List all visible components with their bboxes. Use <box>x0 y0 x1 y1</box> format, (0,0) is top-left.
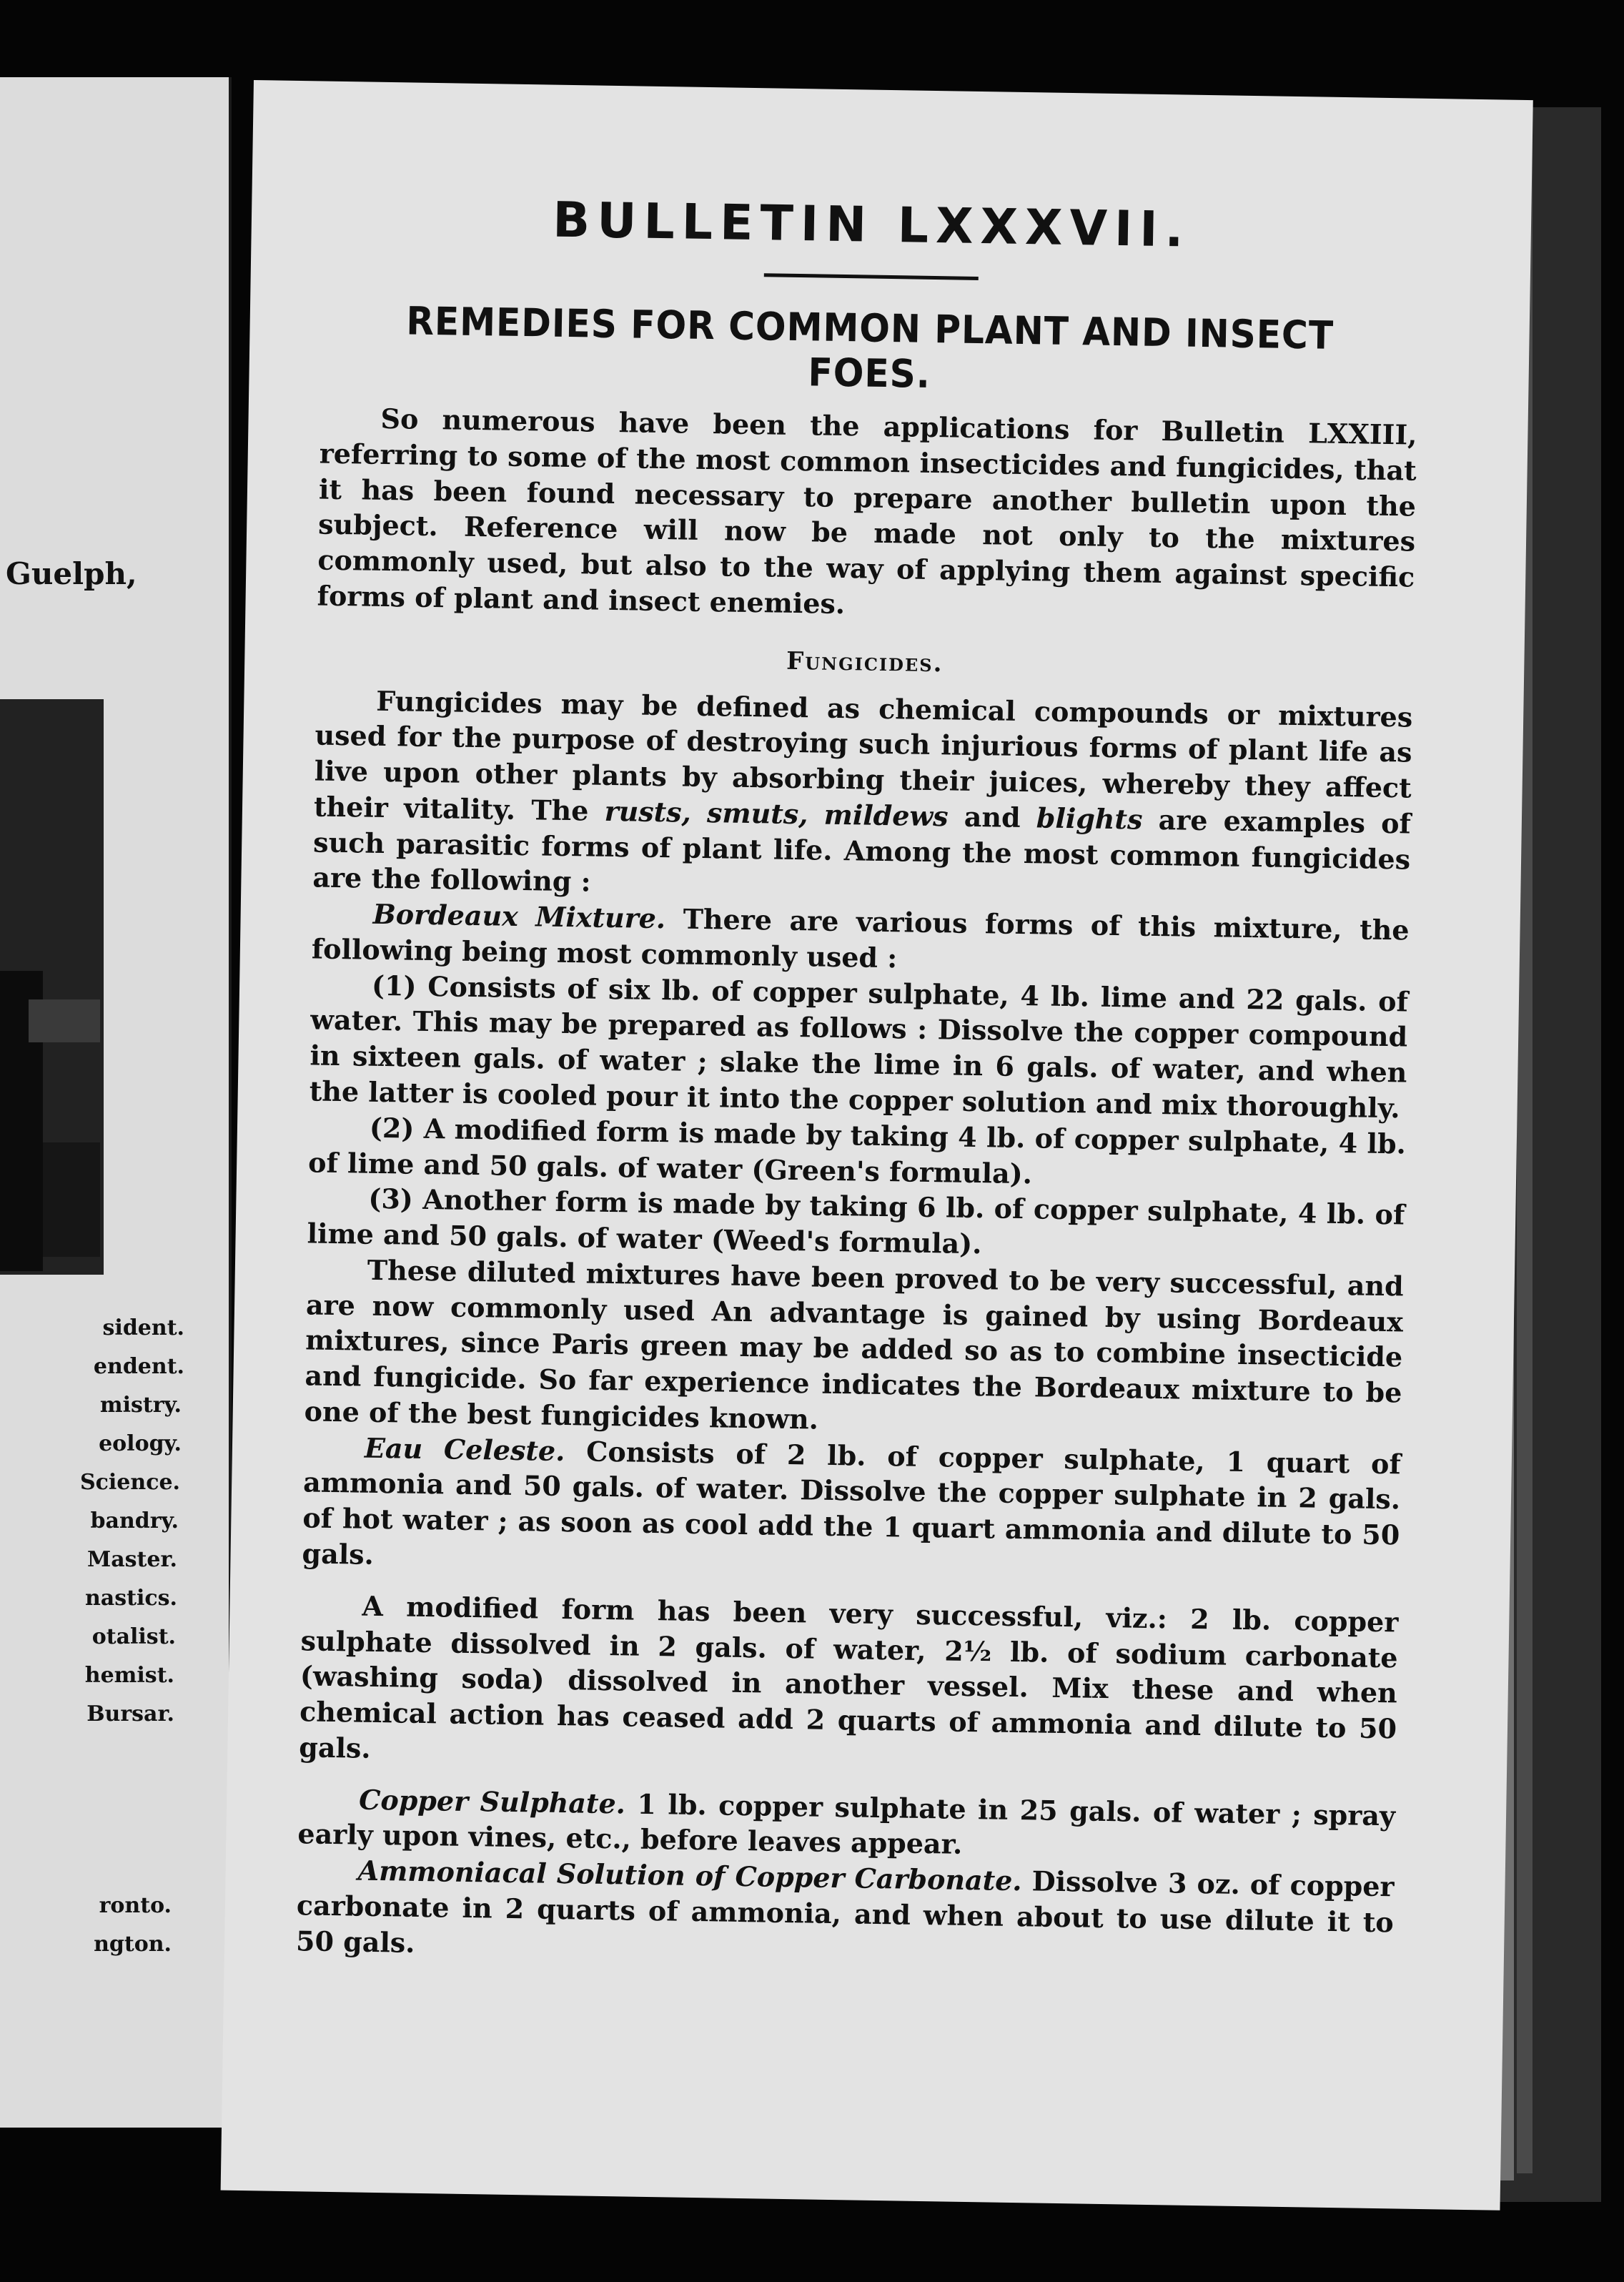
eau-celeste-label: Eau Celeste. <box>364 1431 565 1467</box>
facing-page-fragment: hemist. <box>84 1663 174 1688</box>
bulletin-subtitle: REMEDIES FOR COMMON PLANT AND INSECT FOES. <box>405 298 1335 397</box>
copper-sulphate-label: Copper Sulphate. <box>358 1783 626 1820</box>
formula-3: (3) Another form is made by taking 6 lb. of copper sulphate, 4 lb. of lime and 50 gals. of water (Weed's formula). <box>307 1182 1405 1260</box>
facing-page-fragment: endent. <box>93 1354 184 1379</box>
bordeaux-label: Bordeaux Mixture. <box>372 897 666 935</box>
ammoniacal-paragraph <box>296 1852 1395 1975</box>
modified-form-paragraph: A modified form has been very successful, viz.: 2 lb. copper sulphate dissolved in 2 gals. of water, 2½ lb. of sodium carbonate (washing soda) dissolved in another vessel. Mix these and when chemical action has ceased add 2 quarts of ammonia and dilute to 50 gals. <box>299 1589 1399 1764</box>
facing-page-fragment: bandry. <box>90 1508 179 1533</box>
fungicides-def-text-2: are examples of such parasitic forms of plant life. Among the most common fungicides are the following : <box>312 803 1412 898</box>
section-heading-fungicides: Fungicides. <box>786 646 944 678</box>
facing-page-fragment: ronto. <box>99 1893 172 1918</box>
fungicides-def-text: Fungicides may be defined as chemical compounds or mixtures used for the purpose of destroying such injurious forms of plant life as live upon other plants by absorbing their juices, whereby they affect their vitality. The <box>313 684 1413 827</box>
copper-sulphate-text: 1 lb. copper sulphate in 25 gals. of water ; spray early upon vines, etc., before leaves appear. <box>297 1787 1396 1861</box>
formula-1: (1) Consists of six lb. of copper sulphate, 4 lb. lime and 22 gals. of water. This may be prepared as follows : Dissolve the copper compound in sixteen gals. of water ; slake the lime in 6 gals. of water, and when the latter is cooled pour it into the copper solution and mix thoroughly. <box>309 969 1409 1125</box>
bulletin-content <box>296 189 1421 1976</box>
facing-page-fragment: Bursar. <box>86 1701 174 1727</box>
diluted-paragraph: These diluted mixtures have been proved to be very successful, and are now commonly used An advantage is gained by using Bordeaux mixtures, since Paris green may be added so as to combine insecticide and fungicide. So far experience indicates the Bordeaux mixture to be one of the best fungicides known. <box>304 1253 1405 1436</box>
facing-page-fragment: sident. <box>102 1315 184 1340</box>
bulletin-page <box>221 80 1533 2211</box>
fungicides-blights: blights <box>1036 801 1143 836</box>
ammoniacal-text: Dissolve 3 oz. of copper carbonate in 2 quarts of ammonia, and when about to use dilute it to 50 gals. <box>295 1864 1395 1959</box>
intro-paragraph: So numerous have been the applications for Bulletin LXXIII, referring to some of the most common insecticides and fungicides, that it has been found necessary to prepare another bulletin upon the subject. Reference will now be made not only to the mixtures commonly used, but also to the way of applying them against specific forms of plant and insect enemies. <box>317 402 1417 620</box>
facing-page <box>0 77 232 2128</box>
bordeaux-text: There are various forms of this mixture, the following being most commonly used : <box>311 902 1410 974</box>
fungicides-and: and <box>948 800 1037 834</box>
title-rule <box>763 273 978 280</box>
facing-page-fragment: otalist. <box>91 1624 176 1649</box>
fungicides-examples: rusts, smuts, mildews <box>604 794 949 833</box>
eau-celeste-text: Consists of 2 lb. of copper sulphate, 1 quart of ammonia and 50 gals. of water. Dissolve the copper sulphate in 2 gals. of hot water ; as soon as cool add the 1 quart ammonia and dilute to 50 gals. <box>302 1434 1402 1571</box>
facing-page-fragment: Science. <box>79 1470 180 1495</box>
fungicides-definition <box>312 682 1413 913</box>
formula-2: (2) A modified form is made by taking 4 lb. of copper sulphate, 4 lb. of lime and 50 gals. of water (Green's formula). <box>307 1111 1407 1190</box>
eau-celeste-paragraph <box>302 1429 1401 1589</box>
facing-page-fragment: mistry. <box>99 1393 182 1418</box>
facing-page-photo <box>0 699 104 1275</box>
ammoniacal-label: Ammoniacal Solution of Copper Carbonate. <box>357 1854 1022 1897</box>
facing-page-fragment: Master. <box>87 1547 177 1572</box>
bulletin-title: BULLETIN LXXXVII. <box>552 192 1192 259</box>
facing-page-guelph: Guelph, <box>6 556 137 591</box>
facing-page-fragment: nastics. <box>85 1586 177 1611</box>
facing-page-fragment: ngton. <box>94 1932 172 1957</box>
facing-page-fragment: eology. <box>99 1431 182 1456</box>
